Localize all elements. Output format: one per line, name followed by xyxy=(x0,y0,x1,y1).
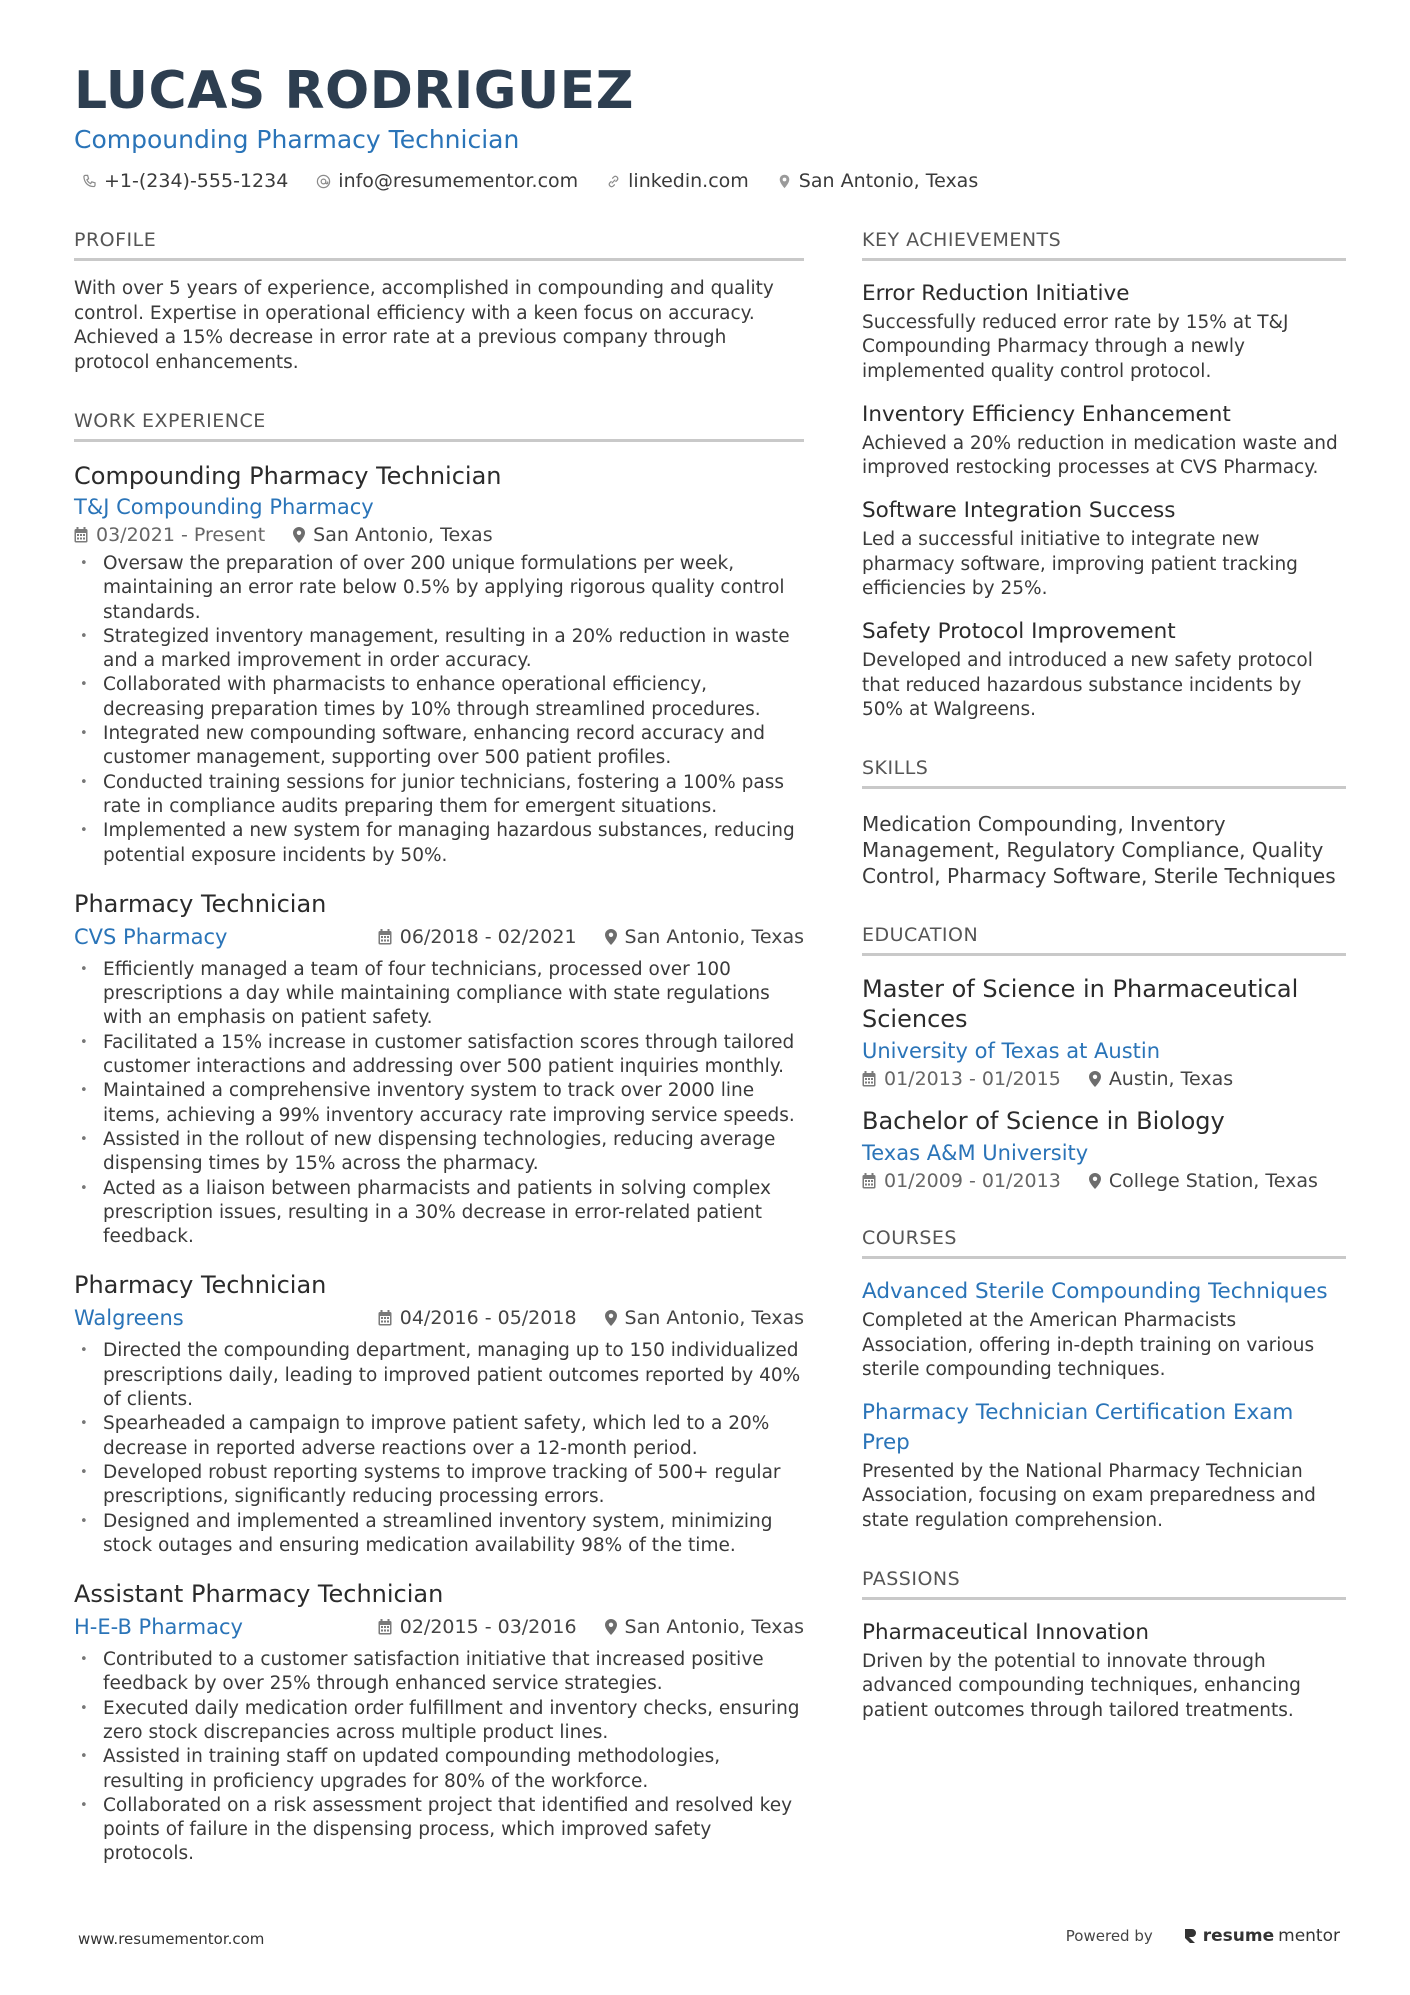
course-item xyxy=(862,1277,1346,1382)
job-bullets xyxy=(74,958,804,1250)
location-icon xyxy=(777,174,792,189)
skills-text: Medication Compounding, Inventory Management, Regulatory Compliance, Quality Control, Pharmacy Software, Sterile Techniques xyxy=(862,812,1336,889)
education-meta xyxy=(862,1068,1346,1090)
link-icon xyxy=(606,174,621,189)
job-entry xyxy=(74,1269,804,1558)
achievement-list xyxy=(862,279,1346,722)
job-dates xyxy=(378,1303,577,1333)
job-title: Pharmacy Technician xyxy=(74,1271,327,1300)
profile-heading: PROFILE xyxy=(74,228,804,261)
course-desc: Completed at the American Pharmacists Association, offering in-depth training on various sterile compounding techniques. xyxy=(862,1310,1315,1380)
contact-email[interactable] xyxy=(316,170,578,192)
job-meta xyxy=(378,1612,804,1642)
job-bullet: • Directed the compounding department, managing up to 150 individualized prescriptions daily, leading to improved patient outcomes reported by 40% of clients. xyxy=(74,1339,804,1412)
email-link[interactable]: info@resumementor.com xyxy=(338,170,579,192)
location-icon xyxy=(605,1310,617,1326)
passion-item xyxy=(862,1618,1346,1723)
achievement-desc: Successfully reduced error rate by 15% at T&J Compounding Pharmacy through a newly implemented quality control protocol. xyxy=(862,312,1289,382)
job-bullet: • Efficiently managed a team of four technicians, processed over 100 prescriptions a day while maintaining compliance with state regulations with an emphasis on patient safety. xyxy=(74,958,804,1031)
phone-text: +1-(234)-555-1234 xyxy=(104,170,289,192)
contact-bar xyxy=(74,170,1354,192)
job-bullet: • Strategized inventory management, resulting in a 20% reduction in waste and a marked improvement in order accuracy. xyxy=(74,625,804,674)
education-location-text: Austin, Texas xyxy=(1108,1068,1234,1091)
work-heading: WORK EXPERIENCE xyxy=(74,409,804,442)
left-column xyxy=(74,228,804,1901)
location-icon xyxy=(293,527,305,543)
education-dates xyxy=(862,1068,1061,1090)
job-title: Assistant Pharmacy Technician xyxy=(74,1580,444,1609)
job-entry xyxy=(74,888,804,1250)
job-dates xyxy=(378,1612,577,1642)
education-item xyxy=(862,1106,1346,1192)
job-location xyxy=(605,1303,804,1333)
candidate-name: LUCAS RODRIGUEZ xyxy=(74,61,634,121)
job-bullets xyxy=(74,1648,804,1867)
courses-heading: COURSES xyxy=(862,1226,1346,1259)
course-item xyxy=(862,1398,1346,1533)
achievement-title: Safety Protocol Improvement xyxy=(862,619,1176,645)
job-bullet: • Acted as a liaison between pharmacists and patients in solving complex prescription issues, resulting in a 30% decrease in error-related patient feedback. xyxy=(74,1177,804,1250)
powered-by-label: Powered by xyxy=(1065,1927,1153,1945)
location-icon xyxy=(605,1619,617,1635)
contact-phone xyxy=(82,170,288,192)
courses-section xyxy=(862,1226,1346,1533)
education-heading: EDUCATION xyxy=(862,923,1346,956)
achievement-item xyxy=(862,496,1346,601)
calendar-icon xyxy=(74,527,88,543)
achievements-section xyxy=(862,228,1346,722)
job-entry xyxy=(74,1578,804,1867)
job-bullet: • Conducted training sessions for junior technicians, fostering a 100% pass rate in compliance audits preparing them for emergent situations. xyxy=(74,771,804,820)
achievement-desc: Developed and introduced a new safety protocol that reduced hazardous substance incidents by 50% at Walgreens. xyxy=(862,650,1313,720)
education-section xyxy=(862,923,1346,1192)
job-company: Walgreens xyxy=(74,1306,184,1331)
location-icon xyxy=(605,929,617,945)
brand-name-rest: mentor xyxy=(1278,1926,1340,1946)
job-bullet: • Implemented a new system for managing hazardous substances, reducing potential exposure incidents by 50%. xyxy=(74,819,804,868)
degree-name: Bachelor of Science in Biology xyxy=(862,1107,1225,1136)
job-meta xyxy=(378,1303,804,1333)
location-icon xyxy=(1089,1173,1101,1189)
passion-desc: Driven by the potential to innovate through advanced compounding techniques, enhancing patient outcomes through tailored treatments. xyxy=(862,1651,1301,1721)
resume-header xyxy=(74,62,1354,192)
candidate-role: Compounding Pharmacy Technician xyxy=(74,125,520,154)
course-title: Advanced Sterile Compounding Techniques xyxy=(862,1279,1328,1305)
profile-section xyxy=(74,228,804,375)
job-dates-text: 06/2018 - 02/2021 xyxy=(399,925,577,948)
passions-section xyxy=(862,1567,1346,1723)
achievement-item xyxy=(862,400,1346,481)
job-bullet: • Designed and implemented a streamlined inventory system, minimizing stock outages and ensuring medication availability 98% of the time. xyxy=(74,1510,804,1559)
job-title: Pharmacy Technician xyxy=(74,889,327,918)
job-bullet: • Facilitated a 15% increase in customer satisfaction scores through tailored customer interactions and addressing over 500 patient inquiries monthly. xyxy=(74,1031,804,1080)
job-location-text: San Antonio, Texas xyxy=(624,925,804,948)
job-entry xyxy=(74,460,804,868)
education-dates xyxy=(862,1170,1061,1192)
job-company-row xyxy=(74,922,804,952)
job-meta xyxy=(74,524,804,546)
education-item xyxy=(862,974,1346,1090)
job-bullets xyxy=(74,1339,804,1558)
achievement-title: Software Integration Success xyxy=(862,498,1176,524)
job-bullet: • Maintained a comprehensive inventory system to track over 2000 line items, achieving a 99% inventory accuracy rate improving service speeds. xyxy=(74,1079,804,1128)
course-desc: Presented by the National Pharmacy Technician Association, focusing on exam preparedness and state regulation comprehension. xyxy=(862,1461,1316,1531)
education-list xyxy=(862,974,1346,1192)
contact-location xyxy=(777,170,978,192)
job-bullet: • Executed daily medication order fulfillment and inventory checks, ensuring zero stock discrepancies across multiple product lines. xyxy=(74,1697,804,1746)
job-bullet: • Developed robust reporting systems to improve tracking of 500+ regular prescriptions, significantly reducing processing errors. xyxy=(74,1461,804,1510)
calendar-icon xyxy=(862,1173,876,1189)
calendar-icon xyxy=(862,1071,876,1087)
job-bullet: • Spearheaded a campaign to improve patient safety, which led to a 20% decrease in reported adverse reactions over a 12-month period. xyxy=(74,1412,804,1461)
work-section xyxy=(74,409,804,1867)
job-bullet: • Assisted in training staff on updated compounding methodologies, resulting in proficiency upgrades for 80% of the workforce. xyxy=(74,1745,804,1794)
job-location-text: San Antonio, Texas xyxy=(624,1307,804,1330)
education-location xyxy=(1089,1170,1318,1192)
job-dates-text: 02/2015 - 03/2016 xyxy=(399,1616,577,1639)
achievement-item xyxy=(862,617,1346,722)
job-title: Compounding Pharmacy Technician xyxy=(74,462,502,490)
job-bullet: • Integrated new compounding software, enhancing record accuracy and customer management, supporting over 500 patient profiles. xyxy=(74,722,804,771)
school-name: Texas A&M University xyxy=(862,1141,1089,1166)
job-company: CVS Pharmacy xyxy=(74,924,228,949)
job-dates-text: 03/2021 - Present xyxy=(96,524,266,546)
phone-icon xyxy=(82,174,97,189)
brand-name-bold: resume xyxy=(1202,1926,1275,1946)
at-icon xyxy=(316,174,331,189)
job-bullet: • Contributed to a customer satisfaction initiative that increased positive feedback by over 25% through enhanced service strategies. xyxy=(74,1648,804,1697)
degree-name: Master of Science in Pharmaceutical Sciences xyxy=(862,975,1299,1034)
brand-logo-icon xyxy=(1183,1927,1199,1945)
achievement-item xyxy=(862,279,1346,384)
skills-heading: SKILLS xyxy=(862,756,1346,789)
job-location xyxy=(293,524,492,546)
job-location-text: San Antonio, Texas xyxy=(624,1616,804,1639)
education-dates-text: 01/2009 - 01/2013 xyxy=(884,1170,1061,1193)
education-meta xyxy=(862,1170,1346,1192)
location-icon xyxy=(1089,1071,1101,1087)
course-title: Pharmacy Technician Certification Exam Prep xyxy=(862,1400,1294,1456)
achievement-title: Inventory Efficiency Enhancement xyxy=(862,401,1231,427)
calendar-icon xyxy=(378,1310,392,1326)
job-dates-text: 04/2016 - 05/2018 xyxy=(399,1307,577,1330)
achievement-title: Error Reduction Initiative xyxy=(862,281,1130,306)
calendar-icon xyxy=(378,929,392,945)
course-list xyxy=(862,1277,1346,1533)
skills-section xyxy=(862,756,1346,889)
brand-logo[interactable] xyxy=(1183,1926,1340,1946)
job-bullets xyxy=(74,552,804,868)
job-location-text: San Antonio, Texas xyxy=(313,524,493,546)
linkedin-link[interactable]: linkedin.com xyxy=(628,170,749,192)
job-company-row xyxy=(74,1303,804,1333)
achievements-heading: KEY ACHIEVEMENTS xyxy=(862,228,1346,261)
job-dates xyxy=(378,922,577,952)
calendar-icon xyxy=(378,1619,392,1635)
job-location xyxy=(605,922,804,952)
job-bullet: • Collaborated with pharmacists to enhance operational efficiency, decreasing preparation times by 10% through streamlined procedures. xyxy=(74,673,804,722)
passion-list xyxy=(862,1618,1346,1723)
footer-website[interactable]: www.resumementor.com xyxy=(78,1930,265,1948)
job-bullet: • Oversaw the preparation of over 200 unique formulations per week, maintaining an error rate below 0.5% by applying rigorous quality control standards. xyxy=(74,552,804,625)
passions-heading: PASSIONS xyxy=(862,1567,1346,1600)
location-text: San Antonio, Texas xyxy=(798,170,979,192)
education-dates-text: 01/2013 - 01/2015 xyxy=(884,1068,1061,1091)
job-meta xyxy=(378,922,804,952)
job-company: T&J Compounding Pharmacy xyxy=(74,495,374,519)
job-bullet: • Collaborated on a risk assessment project that identified and resolved key points of failure in the dispensing process, which improved safety protocols. xyxy=(74,1794,804,1867)
job-company-row xyxy=(74,1612,804,1642)
footer-powered-by xyxy=(1066,1926,1340,1946)
job-dates xyxy=(74,524,265,546)
passion-title: Pharmaceutical Innovation xyxy=(862,1620,1150,1646)
achievement-desc: Led a successful initiative to integrate new pharmacy software, improving patient tracking efficiencies by 25%. xyxy=(862,529,1298,600)
achievement-desc: Achieved a 20% reduction in medication waste and improved restocking processes at CVS Pharmacy. xyxy=(862,432,1338,479)
education-location xyxy=(1089,1068,1233,1090)
job-location xyxy=(605,1612,804,1642)
job-company: H-E-B Pharmacy xyxy=(74,1615,243,1640)
contact-linkedin[interactable] xyxy=(606,170,749,192)
education-location-text: College Station, Texas xyxy=(1108,1170,1318,1193)
school-name: University of Texas at Austin xyxy=(862,1039,1161,1064)
right-column xyxy=(862,228,1346,1757)
profile-text: With over 5 years of experience, accomplished in compounding and quality control. Expertise in operational efficiency with a keen focus on accuracy. Achieved a 15% decrease in error rate at a previous company through protocol enhancements. xyxy=(74,278,774,373)
job-bullet: • Assisted in the rollout of new dispensing technologies, reducing average dispensing times by 15% across the pharmacy. xyxy=(74,1128,804,1177)
job-list xyxy=(74,460,804,1867)
